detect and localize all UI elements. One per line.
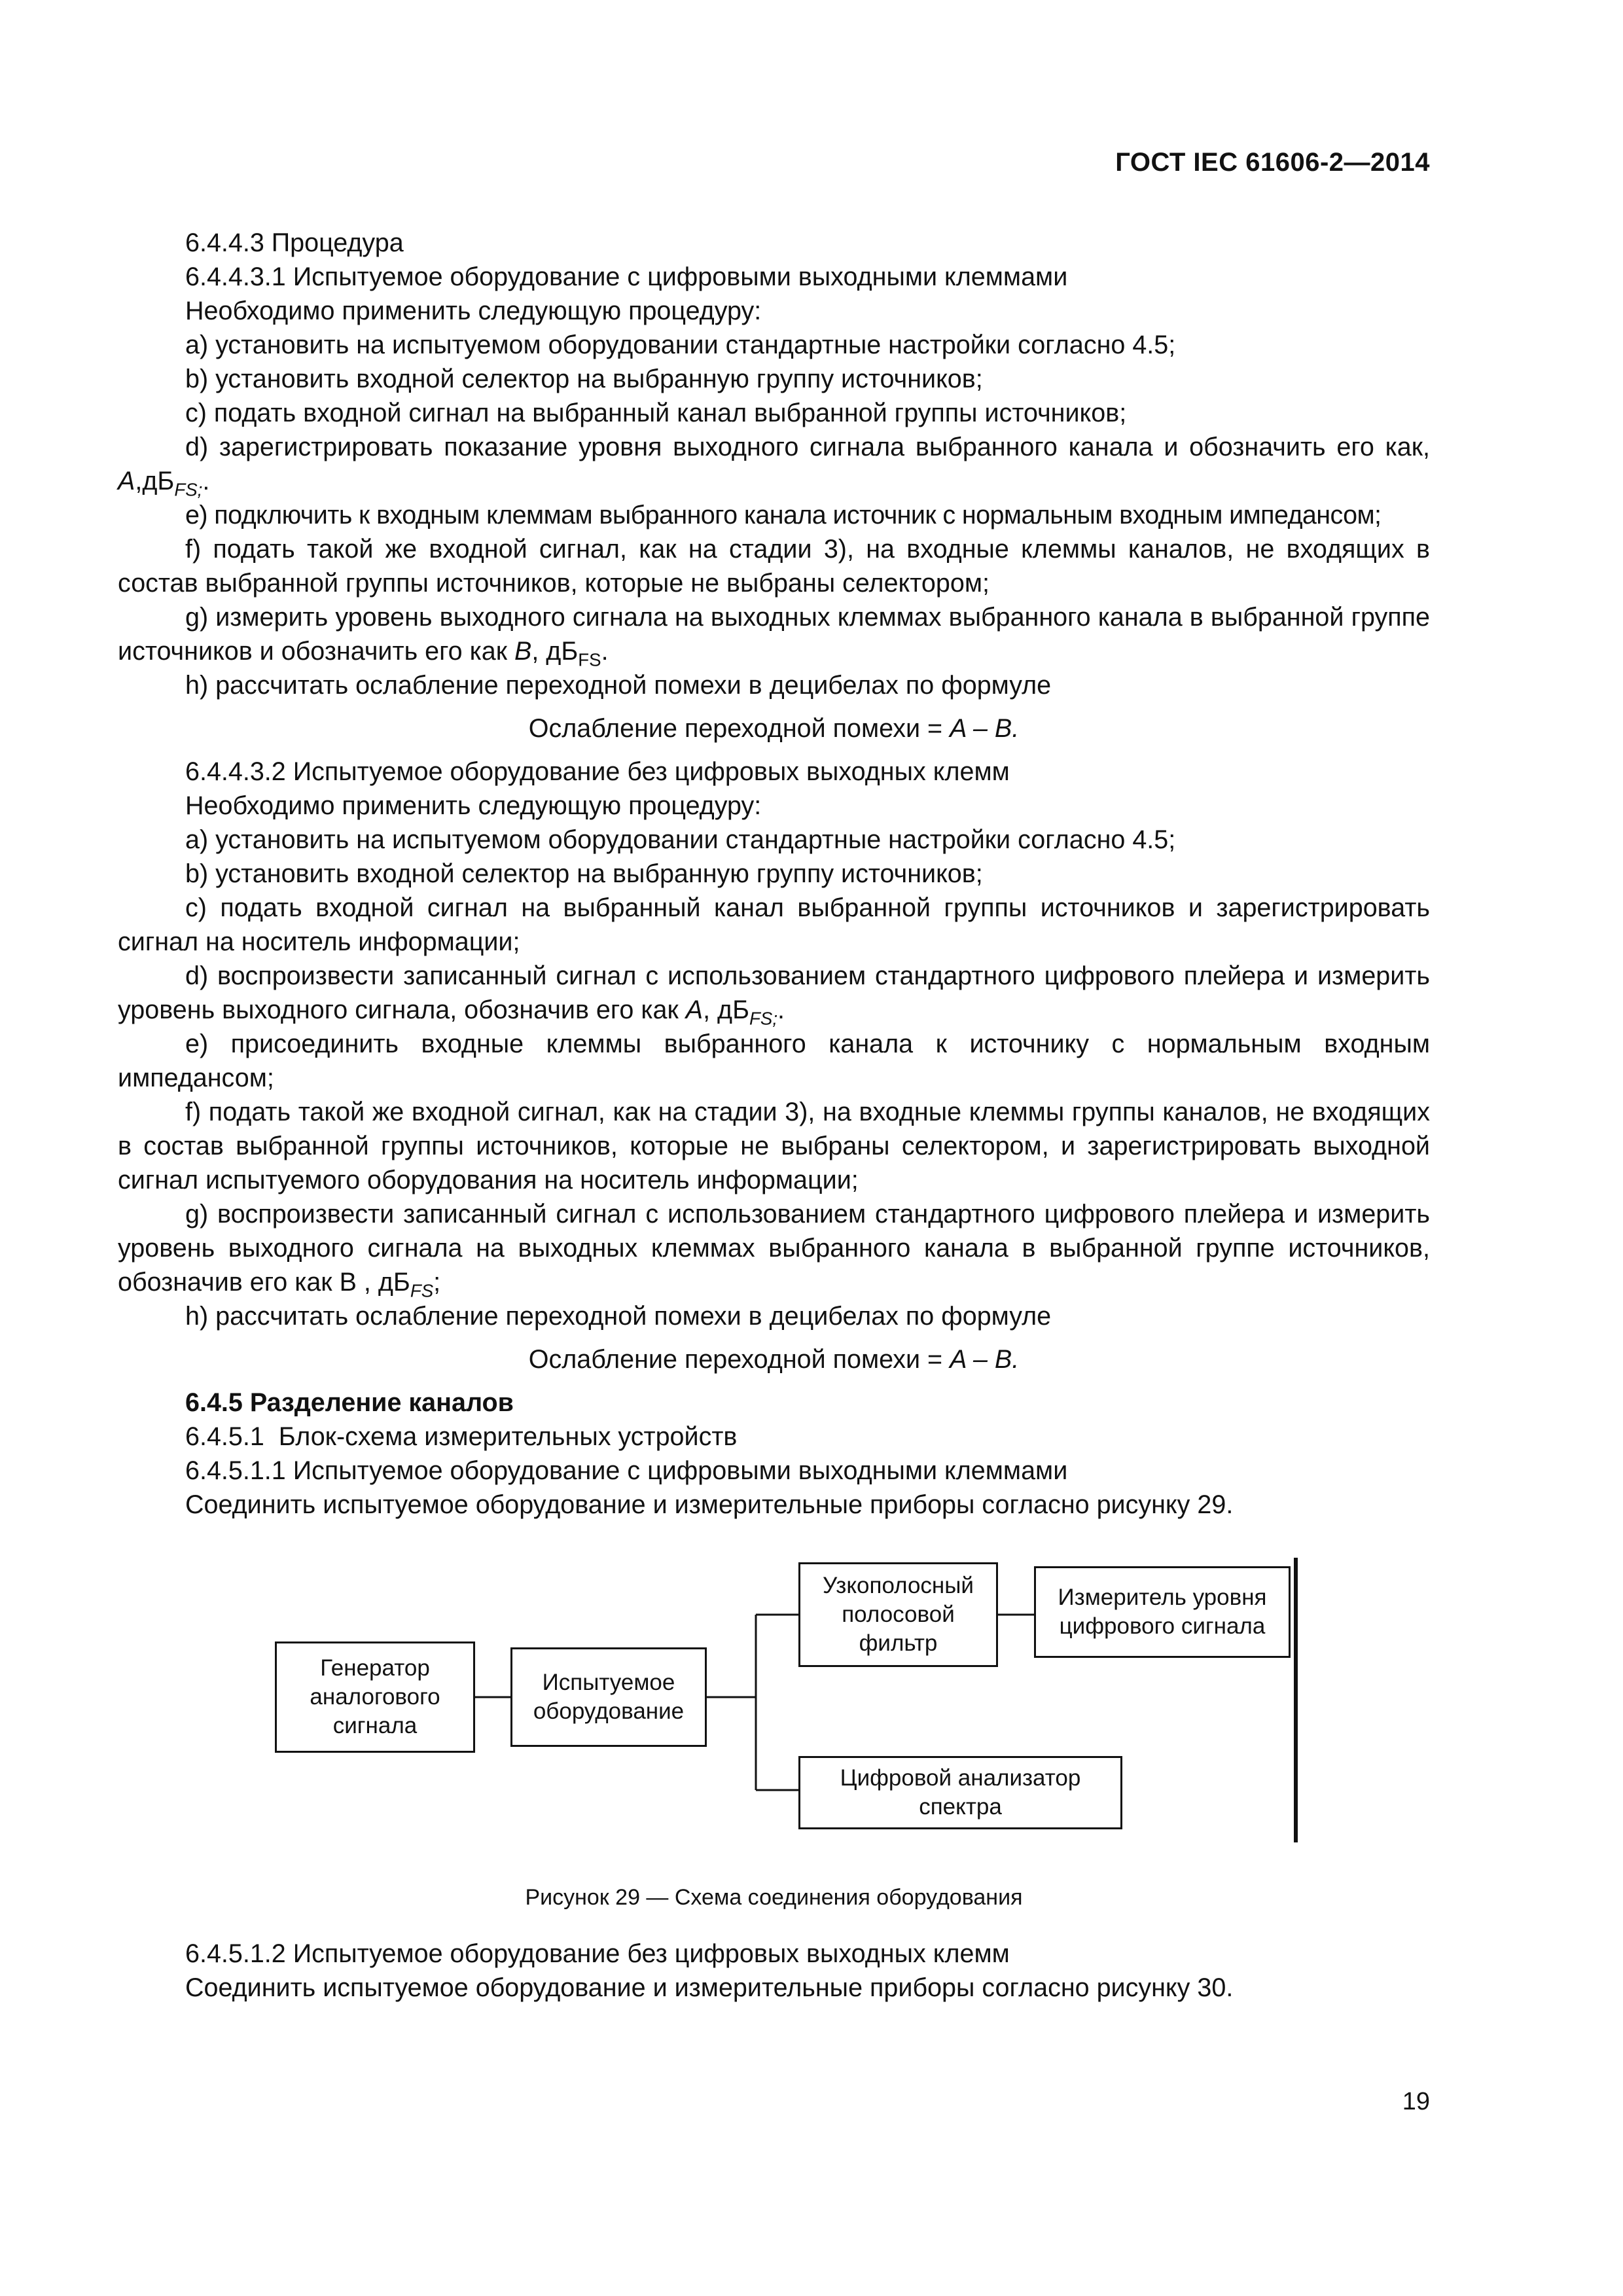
- step-e: e) подключить к входным клеммам выбранного канала источник с нормальным входным импедансом;: [185, 501, 1382, 529]
- step-f: f) подать такой же входной сигнал, как на стадии 3), на входные клеммы каналов, не входящих в состав выбранной группы источников, которые не выбраны селектором;: [118, 535, 1430, 598]
- section-6-4-5-1-1-title: 6.4.5.1.1 Испытуемое оборудование с цифровыми выходными клеммами: [185, 1456, 1068, 1485]
- step-b-2: b) установить входной селектор на выбранную группу источников;: [185, 859, 983, 888]
- page-body: [118, 226, 1430, 2005]
- section-6-4-5-title: 6.4.5 Разделение каналов: [185, 1388, 514, 1417]
- section-6-4-5-1-2-text: Соединить испытуемое оборудование и измерительные приборы согласно рисунку 30.: [185, 1973, 1234, 2002]
- step-d-2: d) воспроизвести записанный сигнал с использованием стандартного цифрового плейера и измерить уровень выходного сигнала, обозначив его как A, $дБ_{FS;}$.: [118, 961, 1430, 1029]
- step-h-2: h) рассчитать ослабление переходной помехи в децибелах по формуле: [185, 1302, 1052, 1331]
- section-6-4-4-3-1-title: 6.4.4.3.1 Испытуемое оборудование с цифровыми выходными клеммами: [185, 262, 1068, 291]
- step-b: b) установить входной селектор на выбранную группу источников;: [185, 365, 983, 393]
- section-6-4-4-3-2-title: 6.4.4.3.2 Испытуемое оборудование без цифровых выходных клемм: [185, 757, 1010, 786]
- filter-block: Узкополосный полосовой фильтр: [798, 1562, 998, 1667]
- formula: Ослабление переходной помехи = A – B.: [528, 714, 1020, 743]
- page-number: 19: [1402, 2088, 1430, 2115]
- section-6-4-5-1-title: 6.4.5.1 Блок-схема измерительных устройств: [185, 1422, 738, 1451]
- analyzer-block: Цифровой анализатор спектра: [798, 1756, 1122, 1829]
- step-g-2: g) воспроизвести записанный сигнал с использованием стандартного цифрового плейера и измерить уровень выходного сигнала на выходных клеммах выбранного канала в выбранной группе источников, обозначив его как В , $дБ_{FS}$;: [118, 1200, 1430, 1301]
- section-6-4-5-1-2-title: 6.4.5.1.2 Испытуемое оборудование без цифровых выходных клемм: [185, 1939, 1010, 1968]
- procedure-intro-2: Необходимо применить следующую процедуру:: [185, 791, 762, 820]
- step-e-2: e) присоединить входные клеммы выбранного канала к источнику с нормальным входным импедансом;: [118, 1030, 1430, 1092]
- procedure-intro: Необходимо применить следующую процедуру:: [185, 296, 762, 325]
- dut-block: Испытуемое оборудование: [510, 1647, 707, 1747]
- step-c-2: c) подать входной сигнал на выбранный канал выбранной группы источников и зарегистрировать сигнал на носитель информации;: [118, 893, 1430, 956]
- section-6-4-5-1-1-text: Соединить испытуемое оборудование и измерительные приборы согласно рисунку 29.: [185, 1490, 1234, 1519]
- step-g: g) измерить уровень выходного сигнала на выходных клеммах выбранного канала в выбранной группе источников и обозначить его как B, $дБ_{FS}$.: [118, 603, 1430, 670]
- step-d: d) зарегистрировать показание уровня выходного сигнала выбранного канала и обозначить его как, $A,дБ_{FS;}$.: [118, 433, 1430, 500]
- step-c: c) подать входной сигнал на выбранный канал выбранной группы источников;: [185, 399, 1127, 427]
- figure-29-caption: Рисунок 29 — Схема соединения оборудования: [525, 1885, 1023, 1910]
- figure-29-diagram: [118, 1554, 1430, 1869]
- meter-block: Измеритель уровня цифрового сигнала: [1034, 1566, 1291, 1658]
- step-a: a) установить на испытуемом оборудовании стандартные настройки согласно 4.5;: [185, 331, 1176, 359]
- formula-2: Ослабление переходной помехи = A – B.: [528, 1345, 1020, 1374]
- step-h: h) рассчитать ослабление переходной помехи в децибелах по формуле: [185, 671, 1052, 700]
- generator-block: Генератор аналогового сигнала: [275, 1641, 475, 1753]
- step-f-2: f) подать такой же входной сигнал, как на стадии 3), на входные клеммы группы каналов, не входящих в состав выбранной группы источников, которые не выбраны селектором, и зарегистрировать выходной сигнал испытуемого оборудования на носитель информации;: [118, 1098, 1430, 1194]
- section-6-4-4-3-title: 6.4.4.3 Процедура: [185, 228, 404, 257]
- step-a-2: a) установить на испытуемом оборудовании стандартные настройки согласно 4.5;: [185, 825, 1176, 854]
- document-code: ГОСТ IEC 61606-2—2014: [1115, 148, 1430, 177]
